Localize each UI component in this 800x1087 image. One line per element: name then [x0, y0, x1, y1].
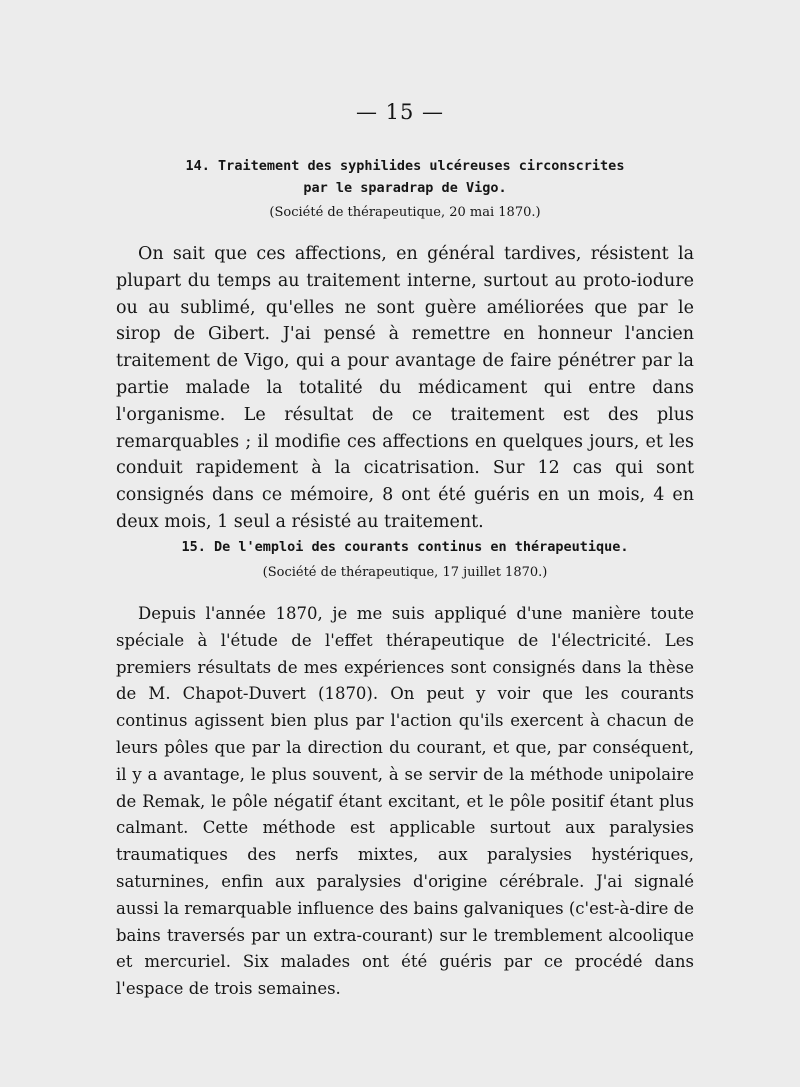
section-15-paragraph: Depuis l'année 1870, je me suis appliqué d'une manière toute spéciale à l'étude de l'effet thérapeutique de l'électricité. Les premiers résultats de mes expériences sont consignés dans la thèse de M. Chapot-Duvert (1870). On peut y voir que les courants continus agissent bien plus par l'action qu'ils exercent à chacun de leurs pôles que par la direction du courant, et que, par conséquent, il y a avantage, le plus souvent, à se servir de la méthode unipolaire de Remak, le pôle négatif étant excitant, et le pôle positif étant plus calmant. Cette méthode est applicable surtout aux paralysies traumatiques des nerfs mixtes, aux paralysies hystériques, saturnines, enfin aux paralysies d'origine cérébrale. J'ai signalé aussi la remarquable influence des bains galvaniques (c'est-à-dire de bains traversés par un extra-courant) sur le tremblement alcoolique et mercuriel. Six malades ont été guéris par ce procédé dans l'espace de trois semaines. — [116, 604, 694, 999]
section-15-body — [116, 601, 694, 1003]
section-14-title-line1: 14. Traitement des syphilides ulcéreuses circonscrites — [185, 158, 625, 174]
page-number: — 15 — — [355, 100, 445, 124]
section-14-title-line2: par le sparadrap de Vigo. — [303, 180, 507, 196]
section-14-body — [116, 241, 694, 536]
section-15-title: 15. De l'emploi des courants continus en thérapeutique. — [181, 539, 629, 555]
section-14-society: (Société de thérapeutique, 20 mai 1870.) — [269, 205, 541, 220]
section-15-society: (Société de thérapeutique, 17 juillet 1870.) — [262, 565, 548, 580]
section-14-paragraph: On sait que ces affections, en général tardives, résistent la plupart du temps au traitement interne, surtout au proto-iodure ou au sublimé, qu'elles ne sont guère améliorées que par le sirop de Gibert. J'ai pensé à remettre en honneur l'ancien traitement de Vigo, qui a pour avantage de faire pénétrer par la partie malade la totalité du médicament qui entre dans l'organisme. Le résultat de ce traitement est des plus remarquables ; il modifie ces affections en quelques jours, et les conduit rapidement à la cicatrisation. Sur 12 cas qui sont consignés dans ce mémoire, 8 ont été guéris en un mois, 4 en deux mois, 1 seul a résisté au traitement. — [116, 244, 694, 532]
